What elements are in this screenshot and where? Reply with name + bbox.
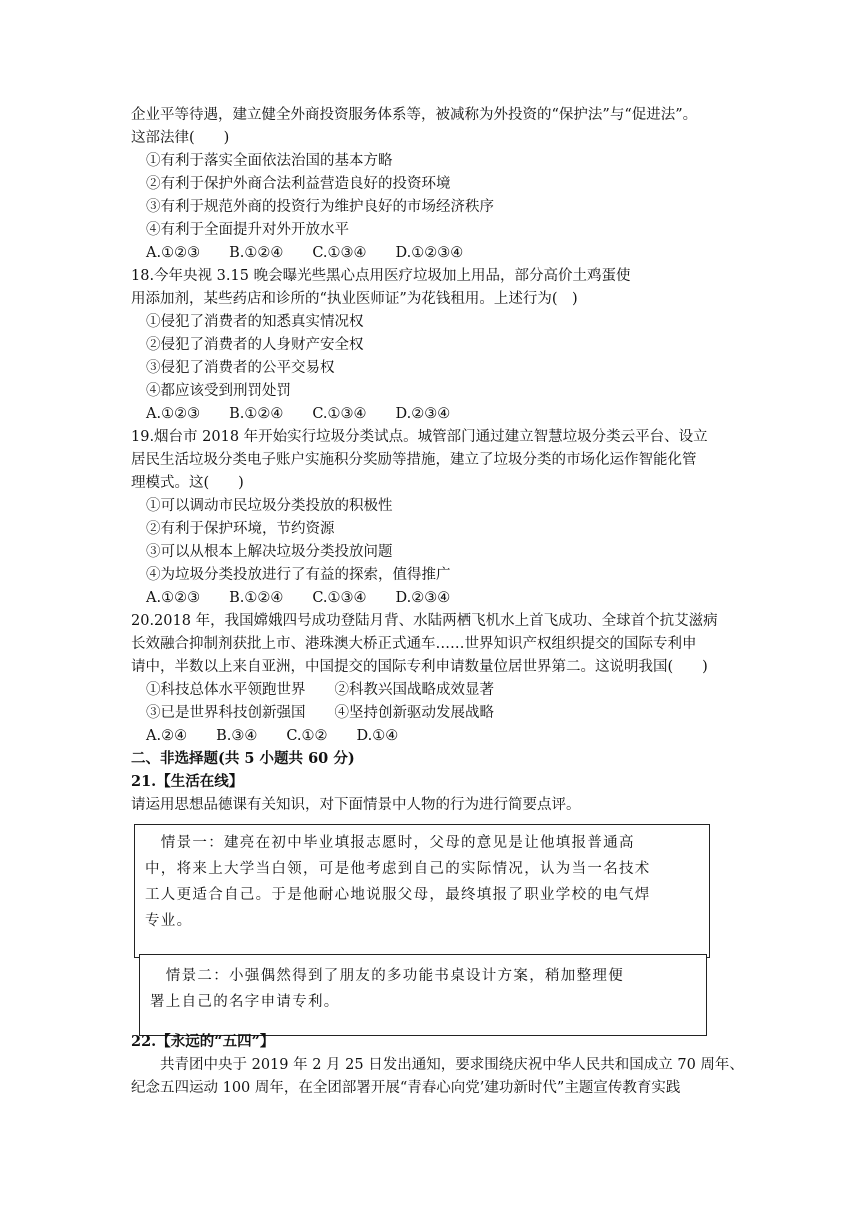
scene-1-box xyxy=(134,824,710,958)
q17-option-4: ④有利于全面提升对外开放水平 xyxy=(146,222,349,238)
q18-option-4: ④都应该受到刑罚处罚 xyxy=(146,383,291,399)
scene-2-line-2: 署上自己的名字申请专利。 xyxy=(150,994,340,1010)
q18-choices: A.①②③ B.①②④ C.①③④ D.②③④ xyxy=(146,406,451,422)
q18-option-2: ②侵犯了消费者的人身财产安全权 xyxy=(146,337,364,353)
scene-2-box xyxy=(139,954,707,1036)
q17-option-1: ①有利于落实全面依法治国的基本方略 xyxy=(146,153,393,169)
scene-2-line-1: 情景二：小强偶然得到了朋友的多功能书桌设计方案，稍加整理便 xyxy=(150,968,624,984)
q19-line-3: 理模式。这( ) xyxy=(131,475,244,491)
q17-line-1: 企业平等待遇，建立健全外商投资服务体系等，被减称为外投资的“保护法”与“促进法”。 xyxy=(131,107,698,123)
q18-line-2: 用添加剂，某些药店和诊所的“执业医师证”为花钱租用。上述行为( ) xyxy=(131,291,578,307)
scene-1-line-1: 情景一：建亮在初中毕业填报志愿时，父母的意见是让他填报普通高 xyxy=(145,835,635,851)
q19-option-1: ①可以调动市民垃圾分类投放的积极性 xyxy=(146,498,393,514)
q17-option-2: ②有利于保护外商合法利益营造良好的投资环境 xyxy=(146,176,451,192)
q22-line-1: 共青团中央于 2019 年 2 月 25 日发出通知，要求围绕庆祝中华人民共和国成立 70 周年、 xyxy=(131,1057,744,1073)
q20-options-1-2: ①科技总体水平领跑世界 ②科教兴国战略成效显著 xyxy=(146,682,494,698)
scene-1-line-4: 专业。 xyxy=(145,913,193,929)
q21-title: 21.【生活在线】 xyxy=(131,773,244,790)
q18-line-1: 18.今年央视 3.15 晚会曝光些黑心点用医疗垃圾加上用品，部分高价土鸡蛋使 xyxy=(131,268,631,284)
q17-line-2: 这部法律( ) xyxy=(131,130,230,146)
q19-choices: A.①②③ B.①②④ C.①③④ D.②③④ xyxy=(146,590,451,606)
q20-line-2: 长效融合抑制剂获批上市、港珠澳大桥正式通车……世界知识产权组织提交的国际专利申 xyxy=(131,636,697,652)
q20-choices: A.②④ B.③④ C.①② D.①④ xyxy=(146,728,399,744)
q20-line-1: 20.2018 年，我国嫦娥四号成功登陆月背、水陆两栖飞机水上首飞成功、全球首个抗艾滋病 xyxy=(131,613,718,629)
q19-option-3: ③可以从根本上解决垃圾分类投放问题 xyxy=(146,544,393,560)
q20-line-3: 请中，半数以上来自亚洲，中国提交的国际专利申请数量位居世界第二。这说明我国( ) xyxy=(131,659,708,675)
q17-choices: A.①②③ B.①②④ C.①③④ D.①②③④ xyxy=(146,245,464,261)
q19-option-2: ②有利于保护环境，节约资源 xyxy=(146,521,335,537)
scene-1-line-3: 工人更适合自己。于是他耐心地说服父母，最终填报了职业学校的电气焊 xyxy=(145,887,651,903)
q19-line-2: 居民生活垃圾分类电子账户实施积分奖励等措施，建立了垃圾分类的市场化运作智能化管 xyxy=(131,452,697,468)
q21-instruction: 请运用思想品德课有关知识，对下面情景中人物的行为进行简要点评。 xyxy=(131,797,581,813)
scene-1-line-2: 中，将来上大学当白领，可是他考虑到自己的实际情况，认为当一名技术 xyxy=(145,861,651,877)
q22-title: 22.【永远的“五四”】 xyxy=(131,1033,275,1050)
q22-line-2: 纪念五四运动 100 周年，在全团部署开展“青春心向党’建功新时代”主题宣传教育实践 xyxy=(131,1080,681,1096)
section-2-title: 二、非选择题(共 5 小题共 60 分) xyxy=(131,750,355,767)
q18-option-1: ①侵犯了消费者的知悉真实情况权 xyxy=(146,314,364,330)
q19-option-4: ④为垃圾分类投放进行了有益的探索，值得推广 xyxy=(146,567,451,583)
q20-options-3-4: ③已是世界科技创新强国 ④坚持创新驱动发展战略 xyxy=(146,705,494,721)
q19-line-1: 19.烟台市 2018 年开始实行垃圾分类试点。城管部门通过建立智慧垃圾分类云平台、设立 xyxy=(131,429,708,445)
q17-option-3: ③有利于规范外商的投资行为维护良好的市场经济秩序 xyxy=(146,199,494,215)
q18-option-3: ③侵犯了消费者的公平交易权 xyxy=(146,360,335,376)
